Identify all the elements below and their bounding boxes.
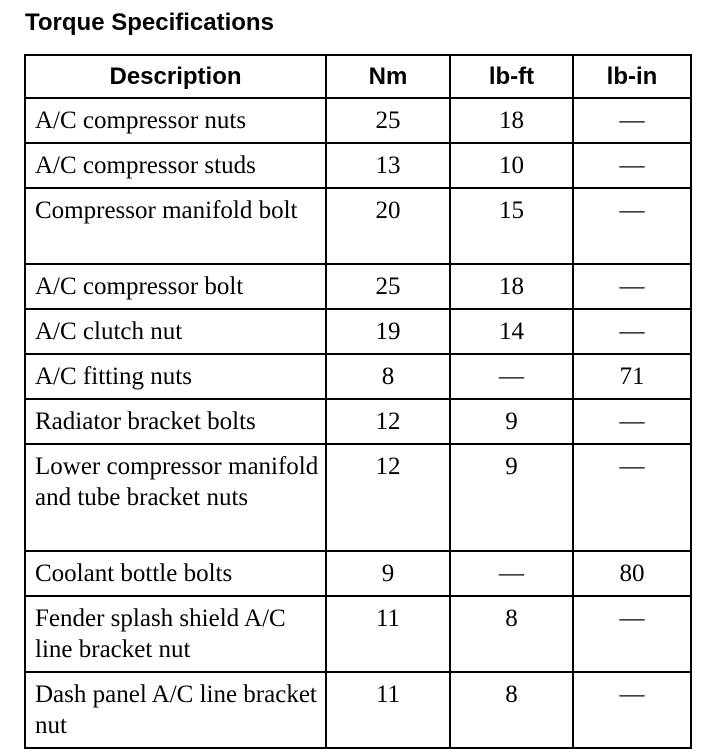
description-cell: Fender splash shield A/C line bracket nut [25,596,326,672]
lbin-cell: — [573,264,691,309]
nm-cell: 13 [326,143,450,188]
nm-cell: 9 [326,551,450,596]
table-row [25,98,691,143]
lbin-cell: — [573,188,691,264]
lbft-cell: 18 [450,98,573,143]
lbin-cell: 71 [573,354,691,399]
table-row [25,672,691,748]
lbin-cell: 80 [573,551,691,596]
column-header-lbft: lb-ft [450,55,573,98]
nm-cell: 12 [326,399,450,444]
lbin-cell: — [573,309,691,354]
nm-cell: 11 [326,672,450,748]
lbft-cell: — [450,354,573,399]
lbin-cell: — [573,143,691,188]
table-row [25,143,691,188]
lbin-cell: — [573,399,691,444]
lbin-cell: — [573,444,691,551]
description-cell: Lower compressor manifold and tube bracket nuts [25,444,326,551]
description-cell: A/C compressor bolt [25,264,326,309]
lbft-cell: 10 [450,143,573,188]
lbin-cell: — [573,672,691,748]
table-row [25,264,691,309]
page-title: Torque Specifications [25,9,274,36]
nm-cell: 8 [326,354,450,399]
lbin-cell: — [573,596,691,672]
torque-specifications-table [24,54,692,749]
table-row [25,596,691,672]
lbft-cell: 14 [450,309,573,354]
description-cell: A/C fitting nuts [25,354,326,399]
description-cell: A/C clutch nut [25,309,326,354]
nm-cell: 20 [326,188,450,264]
nm-cell: 25 [326,98,450,143]
table-row [25,444,691,551]
table-row [25,309,691,354]
lbft-cell: 9 [450,399,573,444]
lbft-cell: — [450,551,573,596]
lbft-cell: 9 [450,444,573,551]
nm-cell: 11 [326,596,450,672]
table-row [25,188,691,264]
lbft-cell: 8 [450,596,573,672]
description-cell: Dash panel A/C line bracket nut [25,672,326,748]
table-row [25,354,691,399]
column-header-nm: Nm [326,55,450,98]
column-header-description: Description [25,55,326,98]
table-header-row [25,55,691,98]
nm-cell: 12 [326,444,450,551]
column-header-lbin: lb-in [573,55,691,98]
nm-cell: 19 [326,309,450,354]
description-cell: Coolant bottle bolts [25,551,326,596]
lbft-cell: 18 [450,264,573,309]
table-row [25,551,691,596]
lbft-cell: 8 [450,672,573,748]
nm-cell: 25 [326,264,450,309]
description-cell: Compressor manifold bolt [25,188,326,264]
description-cell: A/C compressor studs [25,143,326,188]
table-row [25,399,691,444]
description-cell: Radiator bracket bolts [25,399,326,444]
description-cell: A/C compressor nuts [25,98,326,143]
lbin-cell: — [573,98,691,143]
lbft-cell: 15 [450,188,573,264]
